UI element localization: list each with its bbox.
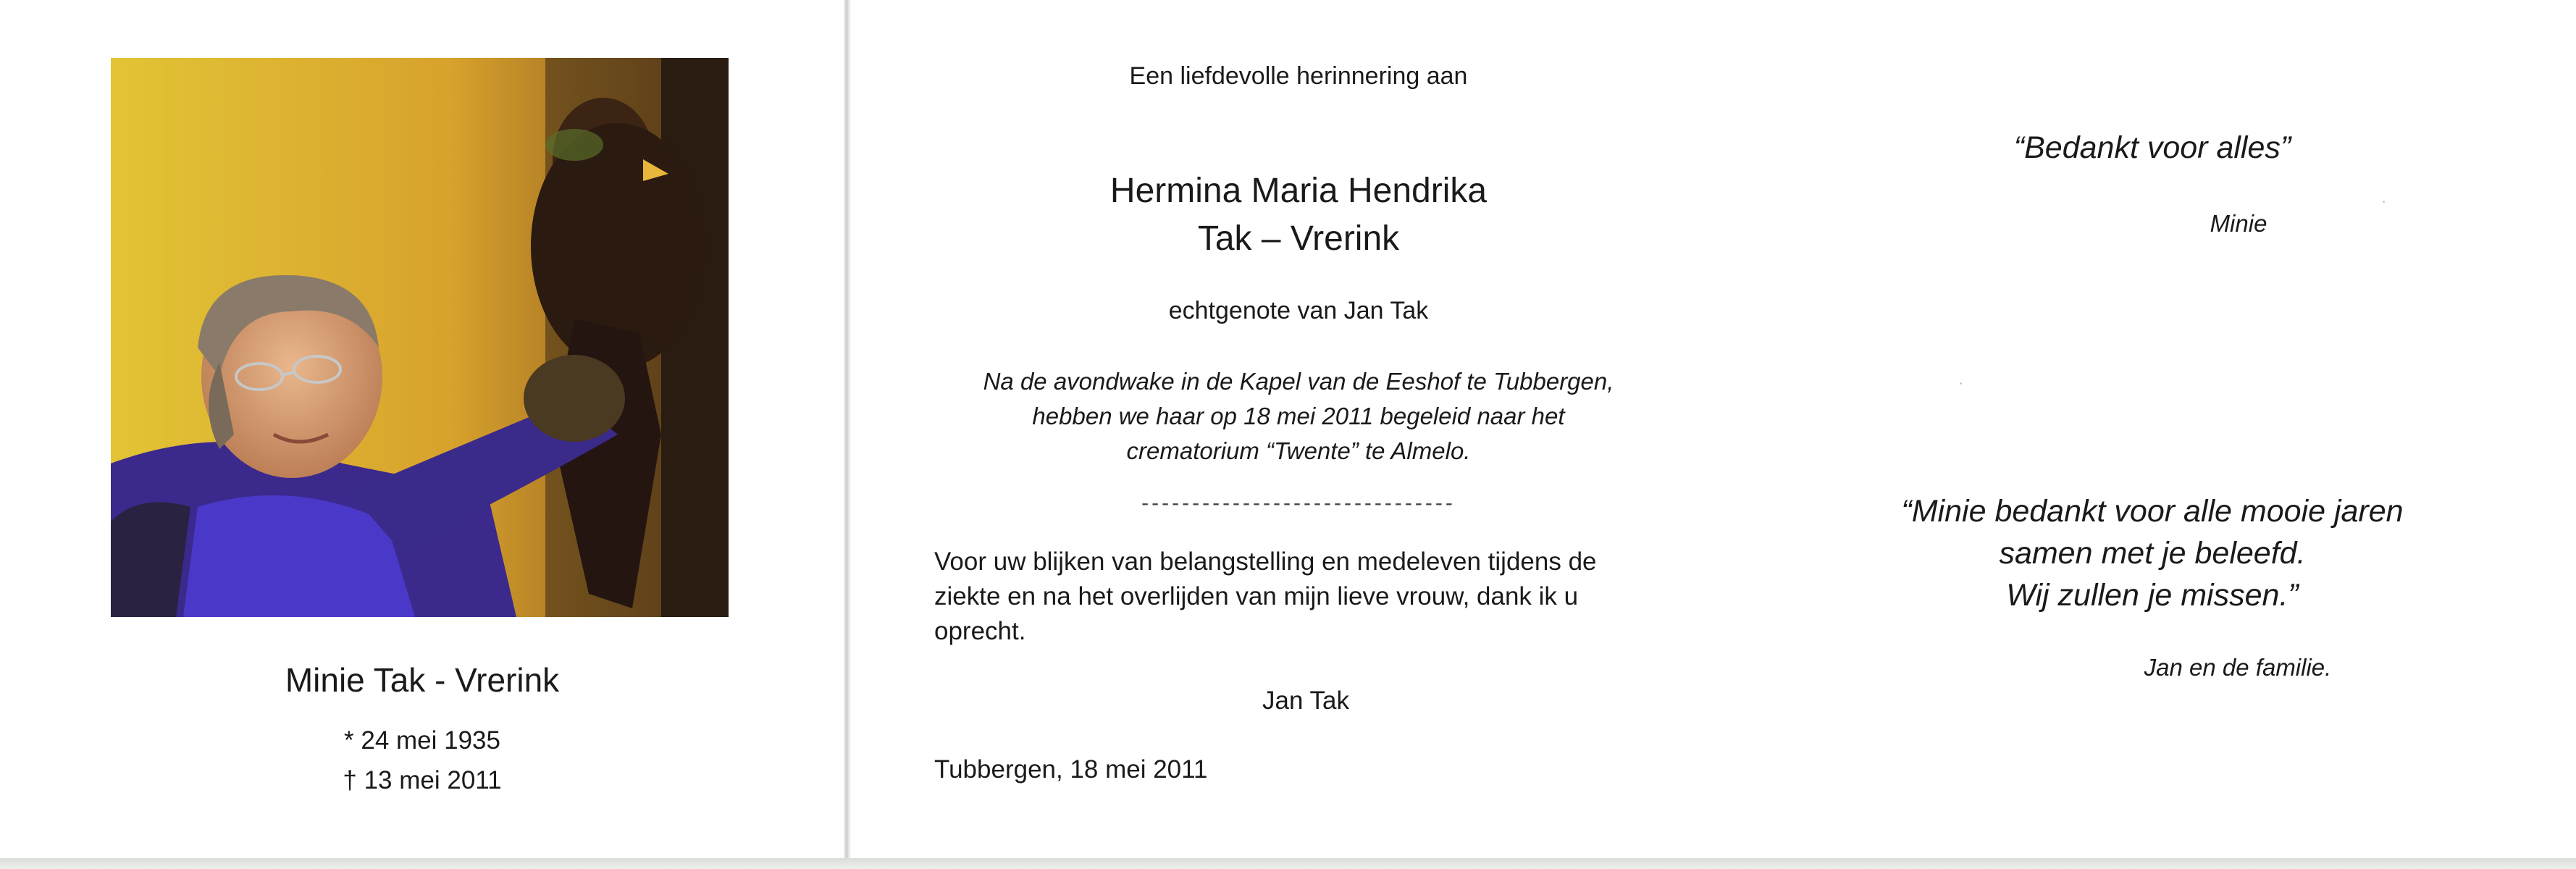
card-fold <box>844 0 851 858</box>
full-name-line2: Tak – Vrerink <box>1197 219 1400 258</box>
scan-speck <box>1960 382 1962 385</box>
signature: Jan Tak <box>1262 687 1349 715</box>
quote-family-line-1: “Minie bedankt voor alle mooie jaren <box>1901 494 2404 529</box>
scan-speck <box>2383 201 2385 203</box>
vigil-paragraph <box>983 364 1614 469</box>
birth-date: * 24 mei 1935 <box>344 726 500 755</box>
scan-bottom-edge <box>0 858 2576 869</box>
quote-bedankt: “Bedankt voor alles” <box>2013 130 2291 165</box>
dashed-divider: ------------------------------- <box>1141 491 1456 515</box>
quote-family-line-2: samen met je beleefd. <box>1999 536 2306 571</box>
vigil-line-3: crematorium “Twente” te Almelo. <box>1126 437 1471 464</box>
quote-family-line-3: Wij zullen je missen.” <box>2006 578 2299 613</box>
vigil-line-2: hebben we haar op 18 mei 2011 begeleid naar het <box>1032 403 1565 429</box>
vigil-line-1: Na de avondwake in de Kapel van de Eeshof te Tubbergen, <box>983 368 1614 395</box>
death-date: † 13 mei 2011 <box>343 766 502 794</box>
quote-family <box>1901 490 2403 616</box>
memorial-photo <box>111 58 729 617</box>
intro-text: Een liefdevolle herinnering aan <box>1129 62 1468 90</box>
thanks-paragraph: Voor uw blijken van belangstelling en medeleven tijdens de ziekte en na het overlijden van mijn lieve vrouw, dank ik u oprecht. <box>934 547 1597 645</box>
full-name-line1: Hermina Maria Hendrika <box>1109 172 1488 210</box>
place-date: Tubbergen, 18 mei 2011 <box>934 755 1208 784</box>
quote-family-signature: Jan en de familie. <box>2144 654 2332 681</box>
quote-bedankt-signature: Minie <box>2210 210 2267 237</box>
photo-illustration <box>111 58 729 617</box>
deceased-short-name: Minie Tak - Vrerink <box>285 661 560 699</box>
spouse-text: echtgenote van Jan Tak <box>1168 297 1429 324</box>
